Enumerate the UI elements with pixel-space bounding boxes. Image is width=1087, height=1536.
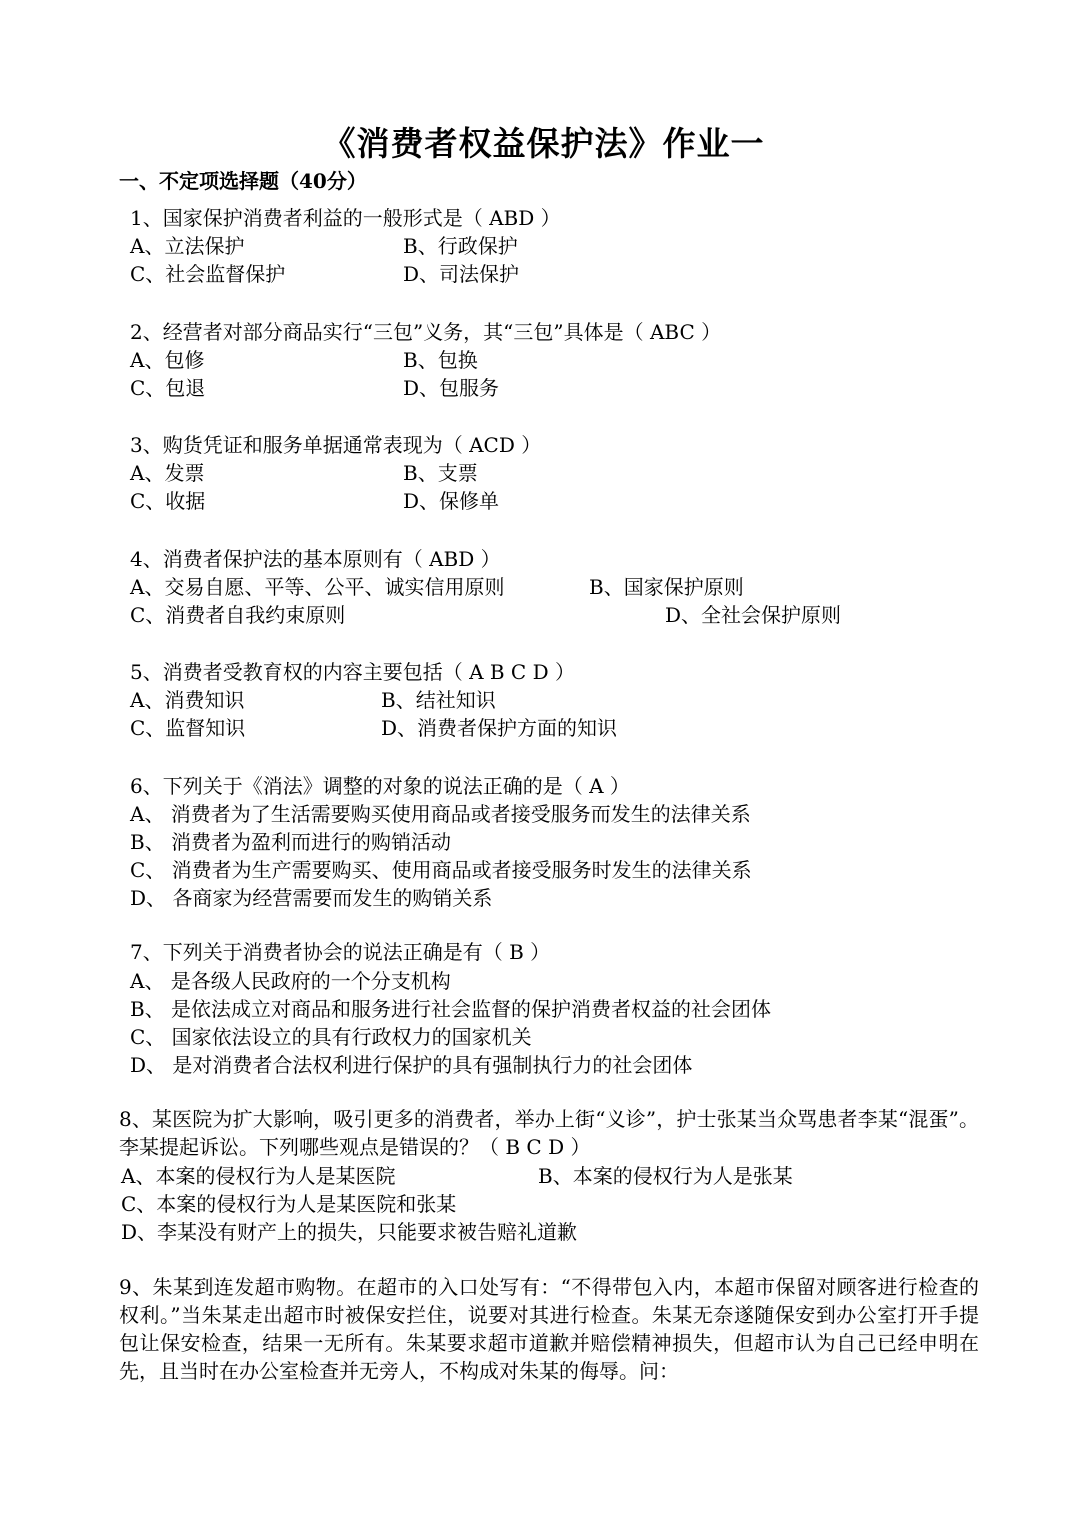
question-5-option-c: C、监督知识 <box>130 716 246 740</box>
question-5-option-b: B、结社知识 <box>381 688 496 712</box>
question-6-option-a: A、 消费者为了生活需要购买使用商品或者接受服务而发生的法律关系 <box>130 802 751 826</box>
question-1-stem: 1、国家保护消费者利益的一般形式是（ ABD ） <box>130 206 561 230</box>
question-8-option-a: A、本案的侵权行为人是某医院 <box>121 1164 396 1188</box>
question-3-option-b: B、支票 <box>403 461 478 485</box>
question-7-stem: 7、下列关于消费者协会的说法正确是有（ B ） <box>130 940 551 964</box>
question-4-stem: 4、消费者保护法的基本原则有（ ABD ） <box>130 547 501 571</box>
question-1-option-c: C、社会监督保护 <box>130 262 286 286</box>
question-7-option-c: C、 国家依法设立的具有行政权力的国家机关 <box>130 1025 532 1049</box>
question-2-option-a: A、包修 <box>130 348 205 372</box>
question-6-option-c: C、 消费者为生产需要购买、使用商品或者接受服务时发生的法律关系 <box>130 858 752 882</box>
question-4-option-c: C、消费者自我约束原则 <box>130 603 346 627</box>
question-5-option-a: A、消费知识 <box>130 688 245 712</box>
question-6-option-b: B、 消费者为盈利而进行的购销活动 <box>130 830 452 854</box>
question-8-option-c: C、本案的侵权行为人是某医院和张某 <box>121 1192 457 1216</box>
question-6-option-d: D、 各商家为经营需要而发生的购销关系 <box>130 886 493 910</box>
question-5-stem: 5、消费者受教育权的内容主要包括（ A B C D ） <box>130 660 575 684</box>
question-3-stem: 3、购货凭证和服务单据通常表现为（ ACD ） <box>130 433 542 457</box>
question-8-stem: 8、某医院为扩大影响，吸引更多的消费者，举办上街“义诊”，护士张某当众骂患者李某“混蛋”。李某提起诉讼。下列哪些观点是错误的？（ B C D ） <box>119 1107 979 1159</box>
question-1-option-d: D、司法保护 <box>403 262 520 286</box>
document-title: 《消费者权益保护法》作业一 <box>322 124 765 163</box>
question-7-option-b: B、 是依法成立对商品和服务进行社会监督的保护消费者权益的社会团体 <box>130 997 772 1021</box>
question-8-option-b: B、本案的侵权行为人是张某 <box>538 1164 793 1188</box>
question-3-option-c: C、收据 <box>130 489 206 513</box>
question-2-option-b: B、包换 <box>403 348 478 372</box>
question-5-option-d: D、消费者保护方面的知识 <box>381 716 618 740</box>
question-3-option-a: A、发票 <box>130 461 205 485</box>
question-3-option-d: D、保修单 <box>403 489 500 513</box>
question-6-stem: 6、下列关于《消法》调整的对象的说法正确的是（ A ） <box>130 774 630 798</box>
question-7-option-a: A、 是各级人民政府的一个分支机构 <box>130 969 451 993</box>
question-2-option-c: C、包退 <box>130 376 206 400</box>
question-2-option-d: D、包服务 <box>403 376 500 400</box>
section-heading: 一、不定项选择题（40分） <box>119 169 367 193</box>
question-8-option-d: D、李某没有财产上的损失，只能要求被告赔礼道歉 <box>121 1220 578 1244</box>
question-1-option-a: A、立法保护 <box>130 234 245 258</box>
question-4-option-a: A、交易自愿、平等、公平、诚实信用原则 <box>130 575 505 599</box>
question-2-stem: 2、经营者对部分商品实行“三包”义务，其“三包”具体是（ ABC ） <box>130 320 722 344</box>
question-9-stem: 9、朱某到连发超市购物。在超市的入口处写有：“不得带包入内，本超市保留对顾客进行检查的权利。”当朱某走出超市时被保安拦住，说要对其进行检查。朱某无奈遂随保安到办公室打开手提包让保安检查，结果一无所有。朱某要求超市道歉并赔偿精神损失，但超市认为自己已经申明在先，且当时在办公室检查并无旁人，不构成对朱某的侮辱。问： <box>119 1275 979 1383</box>
question-4-option-b: B、国家保护原则 <box>589 575 744 599</box>
question-4-option-d: D、全社会保护原则 <box>665 603 842 627</box>
question-1-option-b: B、行政保护 <box>403 234 518 258</box>
question-7-option-d: D、 是对消费者合法权利进行保护的具有强制执行力的社会团体 <box>130 1053 693 1077</box>
